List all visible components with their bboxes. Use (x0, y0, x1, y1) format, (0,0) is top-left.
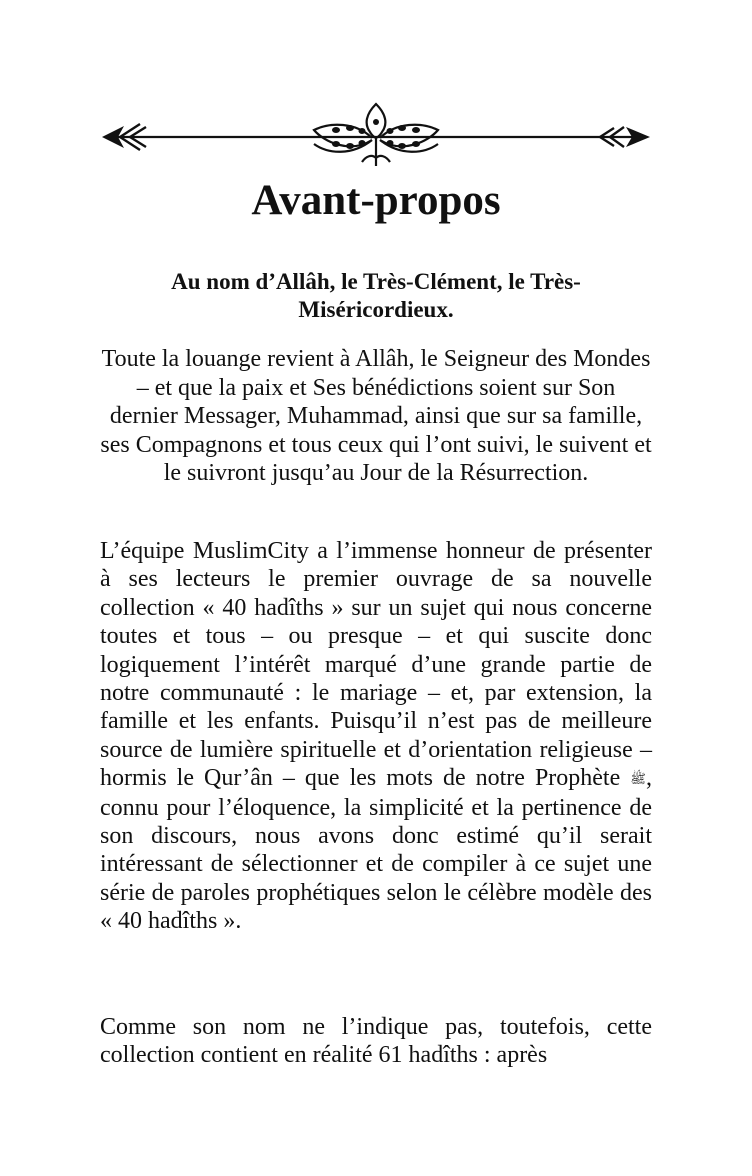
basmala-heading: Au nom d’Allâh, le Très-Clément, le Très-Miséricordieux. (171, 269, 581, 322)
salawat-seal-glyph: ﷺ (630, 771, 646, 787)
page-title: Avant-propos (251, 177, 501, 224)
decorative-divider-ornament (100, 100, 652, 184)
intro-paragraph: Toute la louange revient à Allâh, le Seigneur des Mondes – et que la paix et Ses bénédictions soient sur Son dernier Messager, Muhammad, ainsi que sur sa famille, ses Compagnons et tous ceux qui l’ont suivi, le suivent et le suivront jusqu’au Jour de la Résurrection. (100, 346, 652, 486)
paragraph-text-part-1: L’équipe MuslimCity a l’immense honneur de présenter à ses lecteurs le premier ouvrage de sa nouvelle collection « 40 hadîths » sur un sujet qui nous concerne toutes et tous – ou presque – et qui suscite donc logiquement l’intérêt marqué d’une grande partie de notre communauté : le mariage – et, par extension, la famille et les enfants. Puisqu’il n’est pas de meilleure source de lumière spirituelle et d’orientation religieuse – hormis le Qur’ân – que les mots de notre Prophète (100, 538, 652, 792)
body-paragraph-2: Comme son nom ne l’indique pas, toutefois, cette collection contient en réalité 61 hadîths : après (100, 1014, 652, 1069)
paragraph-text-part-2: , connu pour l’éloquence, la simplicité et la pertinence de son discours, nous avons donc estimé qu’il serait intéressant de sélectionner et de compiler à ce sujet une série de paroles prophétiques selon le célèbre modèle des « 40 hadîths ». (100, 765, 652, 935)
body-paragraph-1 (100, 537, 652, 936)
